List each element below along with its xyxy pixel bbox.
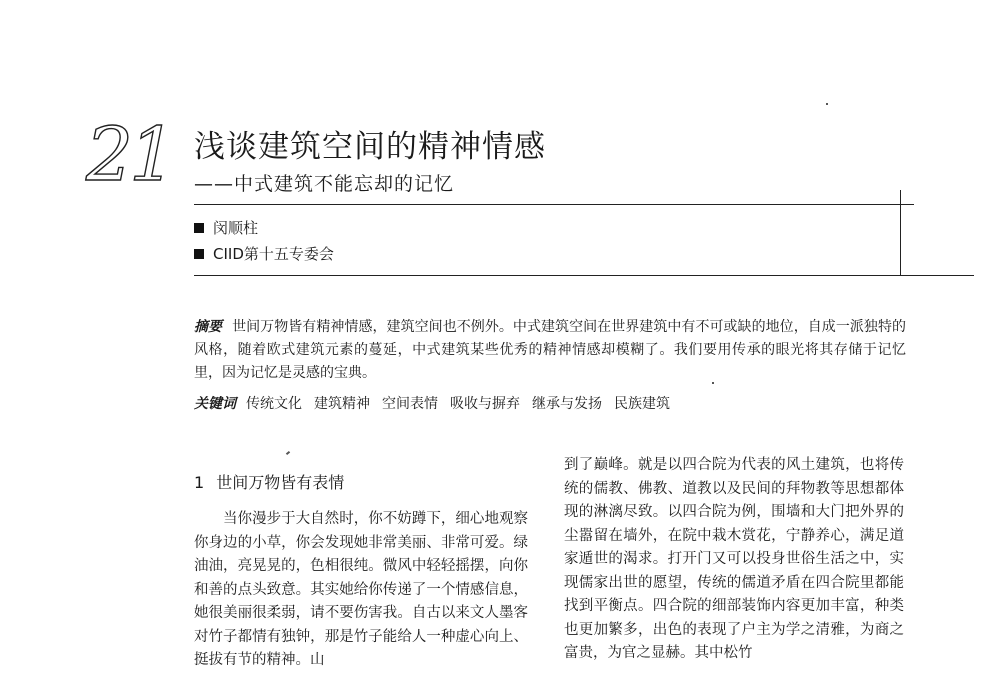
keyword: 继承与发扬 (532, 396, 602, 412)
chapter-number: 21 (86, 112, 173, 198)
author-name-line (194, 218, 258, 238)
keyword: 民族建筑 (614, 396, 670, 412)
abstract-text: 世间万物皆有精神情感，建筑空间也不例外。中式建筑空间在世界建筑中有不可或缺的地位，自成一派独特的风格，随着欧式建筑元素的蔓延，中式建筑某些优秀的精神情感却模糊了。我们要用传承的眼光将其存储于记忆里，因为记忆是灵感的宝典。 (194, 319, 907, 381)
keyword: 传统文化 (246, 396, 302, 412)
abstract (194, 316, 906, 385)
section-heading (194, 472, 344, 494)
author-name: 闵顺柱 (213, 219, 259, 237)
abstract-label: 摘要 (194, 319, 223, 335)
keywords-label: 关键词 (194, 396, 236, 412)
section-title: 世间万物皆有表情 (216, 473, 345, 492)
scan-speck (826, 103, 828, 105)
author-affiliation-line (194, 244, 334, 264)
header-rule (194, 204, 914, 205)
section-number: 1 (194, 473, 205, 492)
author-rule (194, 275, 974, 276)
corner-rule-vertical (900, 190, 901, 276)
keyword: 吸收与摒弃 (450, 396, 520, 412)
article-title: 浅谈建筑空间的精神情感 (194, 129, 546, 165)
body-left-column: 当你漫步于大自然时，你不妨蹲下，细心地观察你身边的小草，你会发现她非常美丽、非常可爱。绿油油，亮晃晃的，色相很纯。微风中轻轻摇摆，向你和善的点头致意。其实她给你传递了一个情感信息，她很美丽很柔弱，请不要伤害我。自古以来文人墨客对竹子都情有独钟，那是竹子能给人一种虚心向上、挺拔有节的精神。山 (194, 511, 528, 668)
keywords (194, 394, 682, 414)
author-affiliation: CIID第十五专委会 (213, 245, 334, 263)
keyword: 空间表情 (382, 396, 438, 412)
square-bullet-icon (194, 223, 204, 233)
square-bullet-icon (194, 249, 204, 259)
keyword: 建筑精神 (314, 396, 370, 412)
scan-speck (712, 382, 714, 384)
scan-speck (286, 451, 290, 455)
article-subtitle: ——中式建筑不能忘却的记忆 (194, 173, 455, 195)
body-right-column: 到了巅峰。就是以四合院为代表的风土建筑，也将传统的儒教、佛教、道教以及民间的拜物教等思想都体现的淋漓尽致。以四合院为例，围墙和大门把外界的尘嚣留在墙外，在院中栽木赏花，宁静养心，满足道家遁世的渴求。打开门又可以投身世俗生活之中，实现儒家出世的愿望，传统的儒道矛盾在四合院里都能找到平衡点。四合院的细部装饰内容更加丰富，种类也更加繁多，出色的表现了户主为学之清雅，为商之富贵，为官之显赫。其中松竹 (564, 457, 904, 661)
